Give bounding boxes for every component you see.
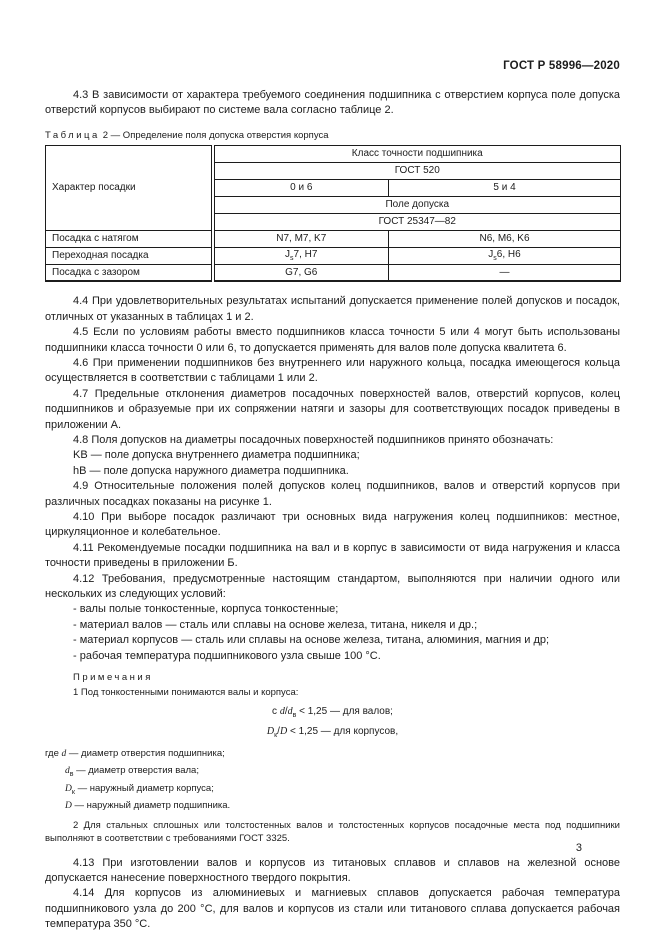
definition-hb: hB — поле допуска наружного диаметра подшипника. [73, 464, 349, 477]
formula-housings [45, 724, 620, 744]
table-row [46, 264, 621, 281]
formula-variable: D [279, 726, 288, 738]
formula-text: < 1,25 — для валов; [296, 706, 393, 718]
definition-kb: KB — поле допуска внутреннего диаметра подшипника; [73, 449, 360, 462]
where-variable: d [61, 749, 67, 760]
paragraph-4-7: 4.7 Предельные отклонения диаметров посадочных поверхностей валов, отверстий корпусов, колец подшипников и образуемые при их сопряжении натяги и зазоры для соответствующих посадок приведены в приложении А. [45, 387, 620, 431]
row-label: Посадка с натягом [46, 230, 213, 247]
doc-code-header: ГОСТ Р 58996—2020 [503, 60, 620, 72]
bullet-item: - рабочая температура подшипникового узла свыше 100 °С. [73, 649, 381, 662]
bullet-item: - валы полые тонкостенные, корпуса тонкостенные; [73, 603, 339, 616]
row-value [213, 247, 389, 264]
paragraph-4-13: 4.13 При изготовлении валов и корпусов из титановых сплавов и сплавов на железной основе допускается нанесение поверхностного твердого покрытия. [45, 856, 620, 885]
where-line [65, 799, 620, 816]
value-text: 7, Н7 [293, 249, 318, 261]
formulas [45, 704, 620, 744]
paragraph-4-4: 4.4 При удовлетворительных результатах испытаний допускается применение полей допусков и посадок, отличных от указанных в таблицах 1 и 2. [45, 295, 620, 323]
paragraph-4-6: 4.6 При применении подшипников без внутреннего или наружного кольца, посадка имеющегося кольца осуществляется в соответствии с таблицами 1 или 2. [45, 356, 620, 385]
where-variable: d [65, 766, 70, 777]
table-caption-word: Таблица [45, 129, 100, 141]
page-number: 3 [575, 842, 582, 854]
where-text: — наружный диаметр подшипника. [71, 800, 231, 812]
where-line [45, 747, 620, 764]
notes-title: Примечания [73, 672, 153, 684]
formula-text: с [272, 706, 280, 718]
header-cell-gost25347: ГОСТ 25347—82 [213, 213, 621, 230]
value-text: J [285, 249, 291, 261]
paragraph-4-9: 4.9 Относительные положения полей допусков колец подшипников, валов и отверстий корпусов при различных посадках показаны на рисунке 1. [45, 480, 620, 508]
formula-text: < 1,25 — для корпусов, [287, 726, 399, 738]
bullet-item: - материал валов — сталь или сплавы на основе железа, титана, никеля и др.; [73, 618, 478, 631]
paragraph-4-8: 4.8 Поля допусков на диаметры посадочных поверхностей подшипников принято обозначать: [73, 433, 554, 446]
value-text: 6, Н6 [496, 249, 521, 261]
where-text: — наружный диаметр корпуса; [74, 782, 214, 794]
where-variable: D [65, 783, 72, 794]
col1-header-cell: Характер посадки [46, 145, 213, 230]
where-subscript: к [71, 788, 75, 796]
bullet-item: - материал корпусов — сталь или сплавы на основе железа, титана, алюминия, магния и др; [73, 634, 550, 647]
row-value: — [389, 264, 621, 281]
where-variable: D [65, 801, 72, 812]
where-line [65, 782, 620, 799]
row-value: N6, M6, K6 [389, 230, 621, 247]
where-text: — диаметр отверстия подшипника; [66, 748, 225, 760]
table-2-caption [45, 130, 620, 141]
table-caption-text: 2 — Определение поля допуска отверстия корпуса [102, 129, 329, 141]
row-label: Переходная посадка [46, 247, 213, 264]
formula-subscript: в [292, 712, 297, 720]
paragraph-4-11: 4.11 Рекомендуемые посадки подшипника на вал и в корпус в зависимости от вида нагружения и класса точности приведены в приложении Б. [45, 541, 620, 570]
where-line [65, 764, 620, 781]
where-text: — диаметр отверстия вала; [73, 765, 199, 777]
formula-shafts [45, 704, 620, 724]
note-2: 2 Для стальных сплошных или толстостенных валов и толстостенных корпусов посадочные места под подшипники выполняют в соответствии с требованиями ГОСТ 3325. [45, 819, 620, 845]
row-label: Посадка с зазором [46, 264, 213, 281]
formula-variable: d [287, 706, 293, 718]
paragraph-4-5: 4.5 Если по условиям работы вместо подшипников класса точности 5 или 4 могут быть использованы подшипники класса точности 0 или 6, то допускается применять для валов поле допуска квалитета 6. [45, 326, 620, 354]
row-value: N7, M7, K7 [213, 230, 389, 247]
header-cell-class: Класс точности подшипника [213, 145, 621, 162]
header-cell-field: Поле допуска [213, 196, 621, 213]
table-row [46, 230, 621, 247]
paragraph-4-14: 4.14 Для корпусов из алюминиевых и магниевых сплавов допускается рабочая температура подшипникового узла до 200 °С, для валов и корпусов из стали или титанового сплава допускается рабочая температура 350 °С. [45, 887, 620, 931]
table-row [46, 145, 621, 162]
row-value: G7, G6 [213, 264, 389, 281]
where-lead: где [45, 748, 62, 760]
table-2 [45, 145, 621, 283]
row-value [389, 247, 621, 264]
formula-variable: D [266, 726, 275, 738]
header-cell-class-a: 0 и 6 [213, 179, 389, 196]
paragraph-4-12: 4.12 Требования, предусмотренные настоящим стандартом, выполняются при наличии одного или нескольких из следующих условий: [45, 572, 620, 601]
formula-text: / [284, 706, 288, 718]
notes-block [45, 671, 620, 846]
where-definitions [45, 747, 620, 817]
table-row [46, 247, 621, 264]
value-text: J [488, 249, 494, 261]
formula-text: / [277, 726, 280, 738]
formula-variable: d [279, 706, 285, 718]
paragraph-4-3: 4.3 В зависимости от характера требуемого соединения подшипника с отверстием корпуса поле допуска отверстий корпусов выбирают по системе вала согласно таблице 2. [45, 89, 620, 117]
note-1: 1 Под тонкостенными понимаются валы и корпуса: [73, 686, 299, 698]
formula-subscript: к [274, 732, 278, 740]
value-subscript: s [493, 255, 497, 263]
header-cell-gost520: ГОСТ 520 [213, 162, 621, 179]
header-cell-class-b: 5 и 4 [389, 179, 621, 196]
paragraph-4-10: 4.10 При выборе посадок различают три основных вида нагружения колец подшипников: местное, циркуляционное и колебательное. [45, 511, 620, 539]
where-subscript: в [69, 771, 74, 779]
value-subscript: s [290, 255, 294, 263]
